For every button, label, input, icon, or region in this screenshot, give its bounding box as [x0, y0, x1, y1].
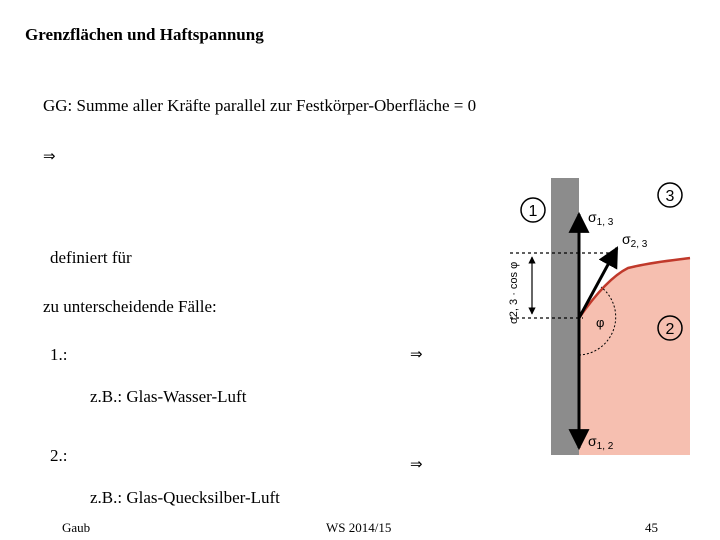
footer-page-number: 45	[645, 520, 658, 535]
phase-2-label: 2	[665, 321, 675, 338]
sigma-13-label: $\sigma_{1, 3}$	[588, 209, 614, 228]
phase-3-label: 3	[665, 188, 675, 205]
angle-phi-label: φ	[596, 315, 605, 330]
sigma-12-label: $\sigma_{1, 2}$	[588, 433, 614, 452]
cases-heading: zu unterscheidende Fälle:	[43, 297, 217, 316]
sigma-23-label: $\sigma_{2, 3}$	[622, 231, 648, 250]
slide-title: Grenzflächen und Haftspannung	[25, 25, 264, 44]
defined-for-text: definiert für	[50, 248, 132, 267]
solid-wall	[551, 178, 579, 455]
case-2-example: z.B.: Glas-Quecksilber-Luft	[90, 488, 280, 507]
case-1-label: 1.:	[50, 345, 68, 364]
implies-arrow-case-1: ⇒	[410, 345, 423, 363]
footer-author: Gaub	[62, 520, 91, 535]
case-1-example: z.B.: Glas-Wasser-Luft	[90, 387, 247, 406]
case-2-label: 2.:	[50, 446, 68, 465]
footer-semester: WS 2014/15	[326, 520, 392, 535]
vertical-component-label: σ2, 3 · cos φ	[508, 261, 520, 324]
equilibrium-statement: GG: Summe aller Kräfte parallel zur Festkörper-Oberfläche = 0	[43, 96, 477, 115]
implies-arrow-case-2: ⇒	[410, 455, 423, 473]
phase-1-label: 1	[528, 203, 538, 220]
implies-arrow-1: ⇒	[43, 147, 56, 165]
